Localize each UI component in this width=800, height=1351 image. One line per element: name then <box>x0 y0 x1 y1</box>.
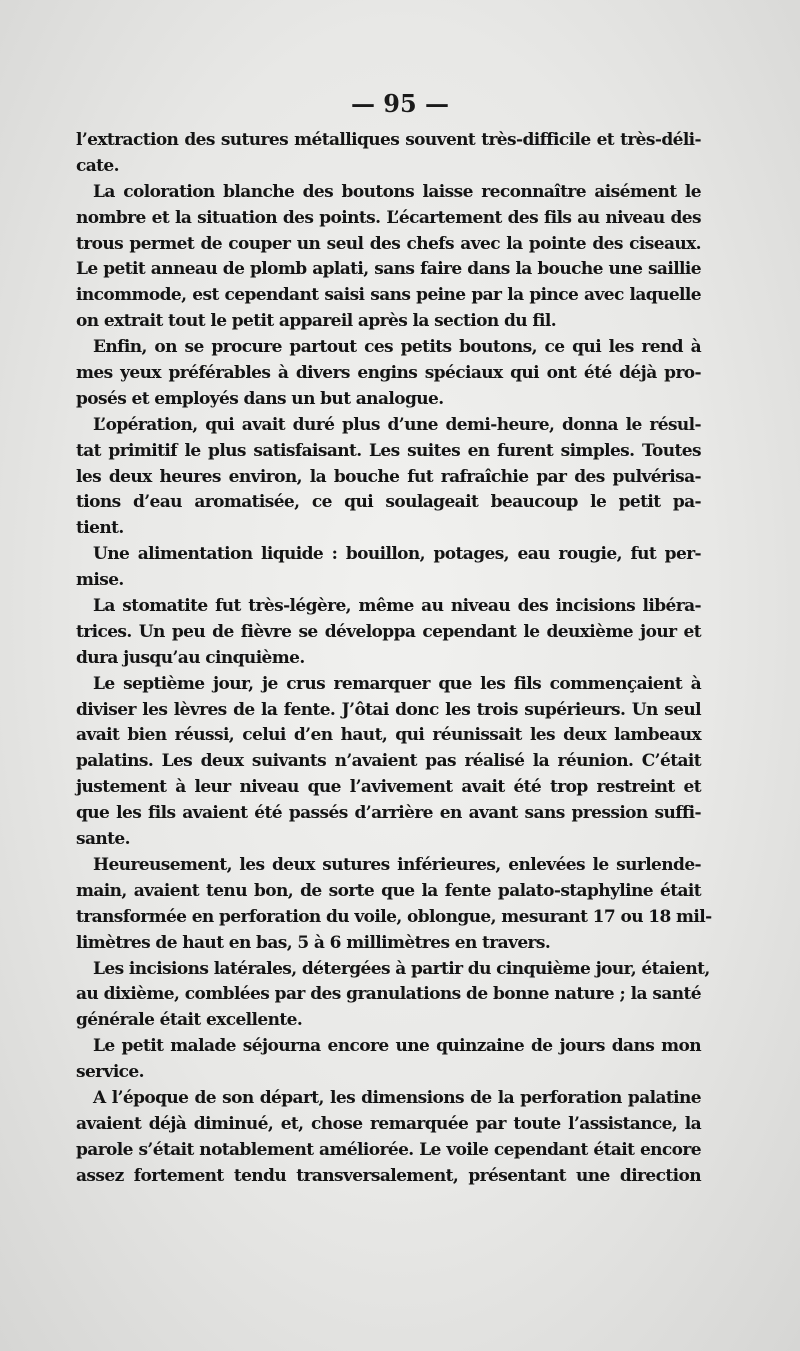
text-line: nombre et la situation des points. L’écartement des fils au niveau des <box>76 207 701 228</box>
text-line: L’opération, qui avait duré plus d’une demi-heure, donna le résul- <box>93 414 701 435</box>
text-line: mes yeux préférables à divers engins spéciaux qui ont été déjà pro- <box>76 363 701 384</box>
text-line: au dixième, comblées par des granulations de bonne nature ; la santé <box>76 984 701 1005</box>
text-line: trices. Un peu de fièvre se développa cependant le deuxième jour et <box>76 621 701 642</box>
text-line: Le petit malade séjourna encore une quinzaine de jours dans mon <box>93 1036 701 1057</box>
text-line: parole s’était notablement améliorée. Le voile cependant était encore <box>76 1139 701 1160</box>
text-line: main, avaient tenu bon, de sorte que la fente palato-staphyline était <box>76 880 701 901</box>
text-line: Enfin, on se procure partout ces petits boutons, ce qui les rend à <box>93 337 701 358</box>
text-line: assez fortement tendu transversalement, présentant une direction <box>76 1165 701 1186</box>
text-line: sante. <box>76 829 130 850</box>
text-line: trous permet de couper un seul des chefs avec la pointe des ciseaux. <box>76 233 701 254</box>
page-number: — 95 — <box>350 89 450 118</box>
text-line: tat primitif le plus satisfaisant. Les suites en furent simples. Toutes <box>76 440 701 461</box>
text-line: Les incisions latérales, détergées à partir du cinquième jour, étaient, <box>93 958 710 979</box>
text-line: La coloration blanche des boutons laisse reconnaître aisément le <box>93 181 701 202</box>
text-line: les deux heures environ, la bouche fut rafraîchie par des pulvérisa- <box>76 466 701 487</box>
text-line: tions d’eau aromatisée, ce qui soulageait beaucoup le petit pa- <box>76 492 701 513</box>
text-line: on extrait tout le petit appareil après la section du fil. <box>76 311 557 332</box>
text-line: Heureusement, les deux sutures inférieures, enlevées le surlende- <box>93 854 701 875</box>
text-line: Une alimentation liquide : bouillon, potages, eau rougie, fut per- <box>93 544 701 565</box>
text-line: avaient déjà diminué, et, chose remarquée par toute l’assistance, la <box>76 1113 701 1134</box>
text-line: A l’époque de son départ, les dimensions de la perforation palatine <box>93 1087 701 1108</box>
text-line: palatins. Les deux suivants n’avaient pas réalisé la réunion. C’était <box>76 751 701 772</box>
text-line: Le septième jour, je crus remarquer que les fils commençaient à <box>93 673 701 694</box>
text-line: posés et employés dans un but analogue. <box>76 388 444 409</box>
text-line: limètres de haut en bas, 5 à 6 millimètres en travers. <box>76 932 551 953</box>
text-line: l’extraction des sutures métalliques souvent très-difficile et très-déli- <box>76 130 701 150</box>
text-line: avait bien réussi, celui d’en haut, qui réunissait les deux lambeaux <box>76 725 701 746</box>
text-line: générale était excellente. <box>76 1010 303 1031</box>
body-text <box>76 128 712 1190</box>
text-line: transformée en perforation du voile, oblongue, mesurant 17 ou 18 mil- <box>76 906 712 927</box>
text-line: dura jusqu’au cinquième. <box>76 647 305 668</box>
text-line: justement à leur niveau que l’avivement avait été trop restreint et <box>76 777 701 798</box>
text-line: cate. <box>76 155 119 176</box>
text-line: que les fils avaient été passés d’arrière en avant sans pression suffi- <box>76 803 701 824</box>
text-line: La stomatite fut très-légère, même au niveau des incisions libéra- <box>93 596 701 617</box>
text-line: service. <box>76 1062 144 1083</box>
text-line: tient. <box>76 518 124 539</box>
text-line: diviser les lèvres de la fente. J’ôtai donc les trois supérieurs. Un seul <box>76 699 701 720</box>
text-line: mise. <box>76 570 124 591</box>
text-line: Le petit anneau de plomb aplati, sans faire dans la bouche une saillie <box>76 259 701 280</box>
text-line: incommode, est cependant saisi sans peine par la pince avec laquelle <box>76 285 701 306</box>
